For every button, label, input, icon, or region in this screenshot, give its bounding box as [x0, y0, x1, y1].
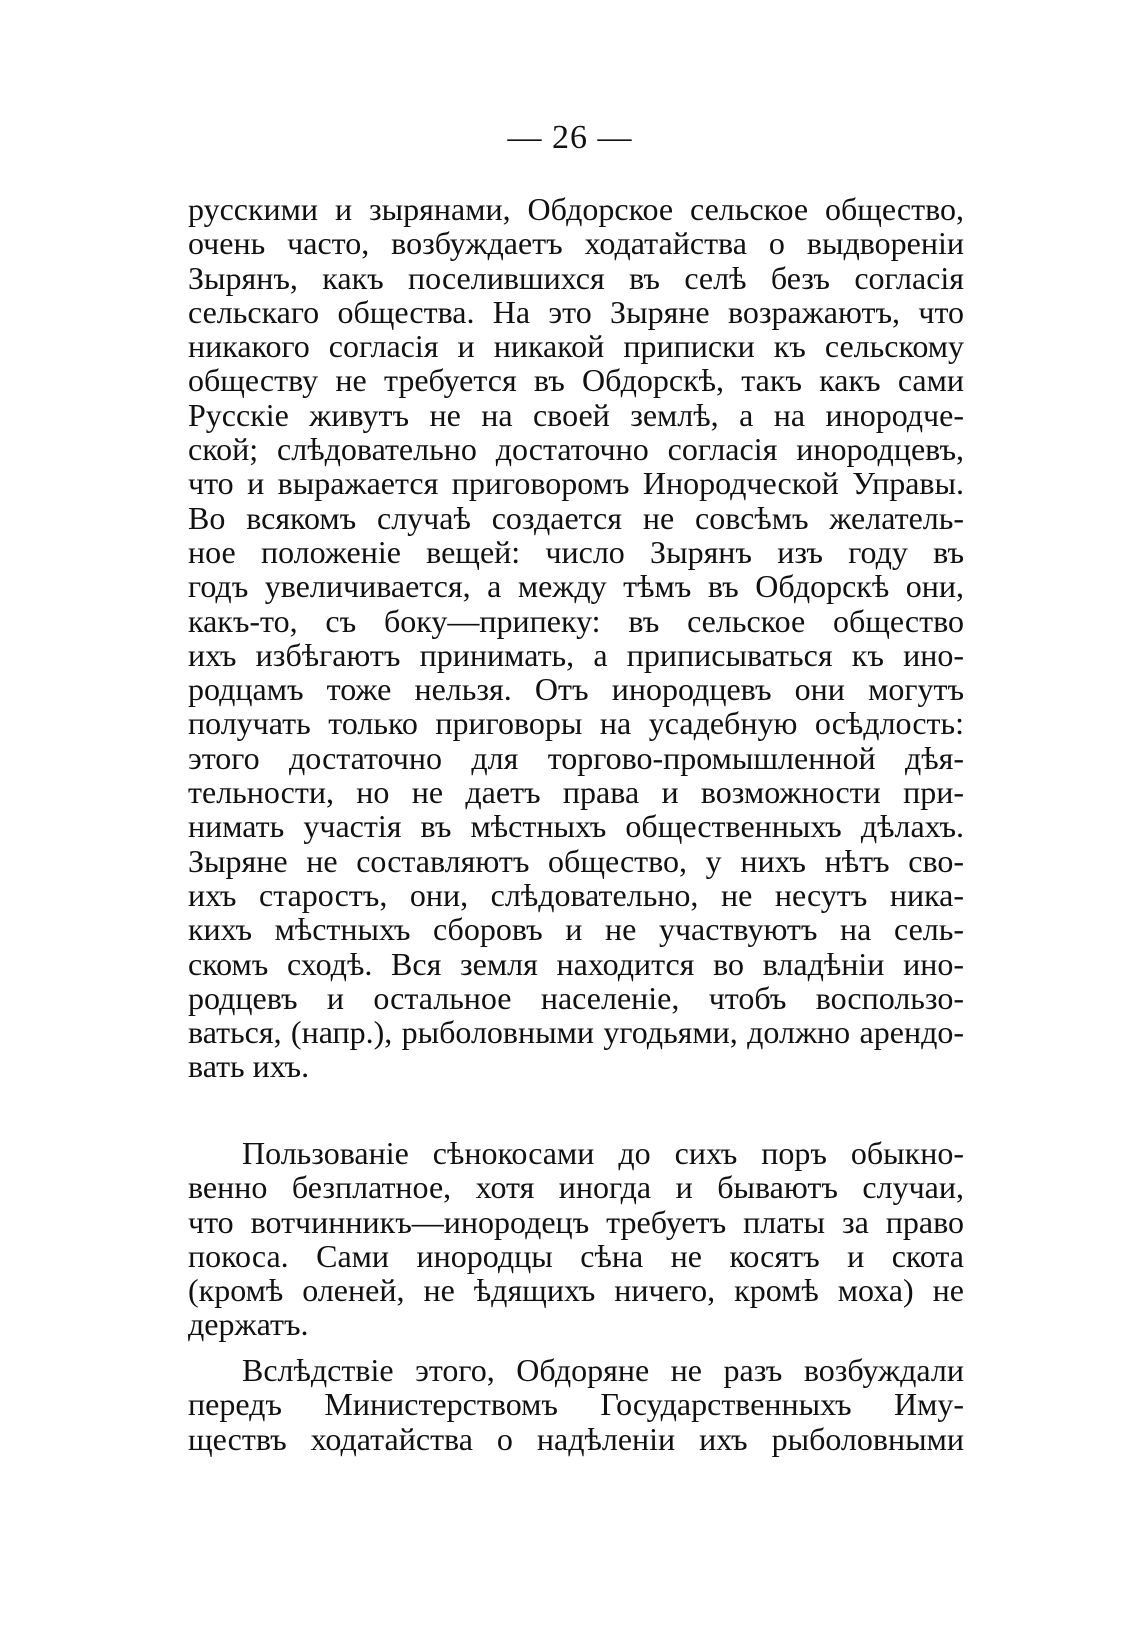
text-line: Русскіе живутъ не на своей землѣ, а на инородче-: [188, 396, 964, 433]
text-line: держатъ.: [188, 1306, 309, 1343]
text-line: сельскаго общества. На это Зыряне возражаютъ, что: [188, 293, 964, 330]
text-line: ихъ избѣгаютъ принимать, а приписываться къ ино-: [188, 636, 964, 673]
text-line: тельности, но не даетъ права и возможности при-: [188, 774, 964, 811]
text-line: Зырянъ, какъ поселившихся въ селѣ безъ согласія: [188, 259, 964, 296]
text-line: что вотчинникъ—инородецъ требуетъ платы за право: [188, 1203, 964, 1240]
text-line: ской; слѣдовательно достаточно согласія инородцевъ,: [188, 431, 964, 468]
text-line: Во всякомъ случаѣ создается не совсѣмъ желатель-: [188, 499, 964, 536]
paragraph-3: [188, 1353, 964, 1456]
text-line: передъ Министерствомъ Государственныхъ Иму-: [188, 1386, 964, 1423]
text-line: покоса. Сами инородцы сѣна не косятъ и скота: [188, 1237, 964, 1274]
text-line: кихъ мѣстныхъ сборовъ и не участвуютъ на сель-: [188, 911, 964, 948]
text-line: ществъ ходатайства о надѣленіи ихъ рыболовными: [188, 1420, 964, 1457]
text-line: ихъ старостъ, они, слѣдовательно, не несутъ ника-: [188, 876, 964, 913]
text-line: родцамъ тоже нельзя. Отъ инородцевъ они могутъ: [188, 671, 964, 708]
text-line: скомъ сходѣ. Вся земля находится во владѣніи ино-: [188, 945, 964, 982]
text-line: ное положеніе вещей: число Зырянъ изъ году въ: [188, 533, 964, 570]
text-line: ваться, (напр.), рыболовными угодьями, должно арендо-: [188, 1014, 964, 1051]
text-line: Вслѣдствіе этого, Обдоряне не разъ возбуждали: [242, 1352, 964, 1388]
text-line: (кромѣ оленей, не ѣдящихъ ничего, кромѣ моха) не: [188, 1272, 964, 1309]
text-line: этого достаточно для торгово-промышленной дѣя-: [188, 739, 964, 776]
paragraph-1: [188, 192, 964, 1084]
text-line: Зыряне не составляютъ общество, у нихъ нѣтъ сво-: [188, 842, 964, 879]
text-line: какъ-то, съ боку—припеку: въ сельское общество: [188, 602, 964, 639]
text-line: русскими и зырянами, Обдорское сельское общество,: [188, 191, 964, 227]
text-line: Пользованіе сѣнокосами до сихъ поръ обыкно-: [242, 1135, 964, 1171]
text-line: очень часто, возбуждаетъ ходатайства о выдвореніи: [188, 225, 964, 262]
page-number: — 26 —: [507, 119, 633, 156]
text-line: обществу не требуется въ Обдорскѣ, такъ какъ сами: [188, 362, 964, 399]
text-line: нимать участія въ мѣстныхъ общественныхъ дѣлахъ.: [188, 808, 964, 845]
text-line: родцевъ и остальное населеніе, чтобъ воспользо-: [188, 979, 964, 1016]
text-line: получать только приговоры на усадебную осѣдлость:: [188, 705, 964, 742]
text-line: годъ увеличивается, а между тѣмъ въ Обдорскѣ они,: [188, 568, 964, 605]
text-line: венно безплатное, хотя иногда и бываютъ случаи,: [188, 1169, 964, 1206]
paragraph-2: [188, 1136, 964, 1342]
text-line: вать ихъ.: [188, 1048, 310, 1085]
text-line: что и выражается приговоромъ Инородческой Управы.: [188, 465, 964, 502]
text-line: никакого согласія и никакой приписки къ сельскому: [188, 328, 964, 365]
